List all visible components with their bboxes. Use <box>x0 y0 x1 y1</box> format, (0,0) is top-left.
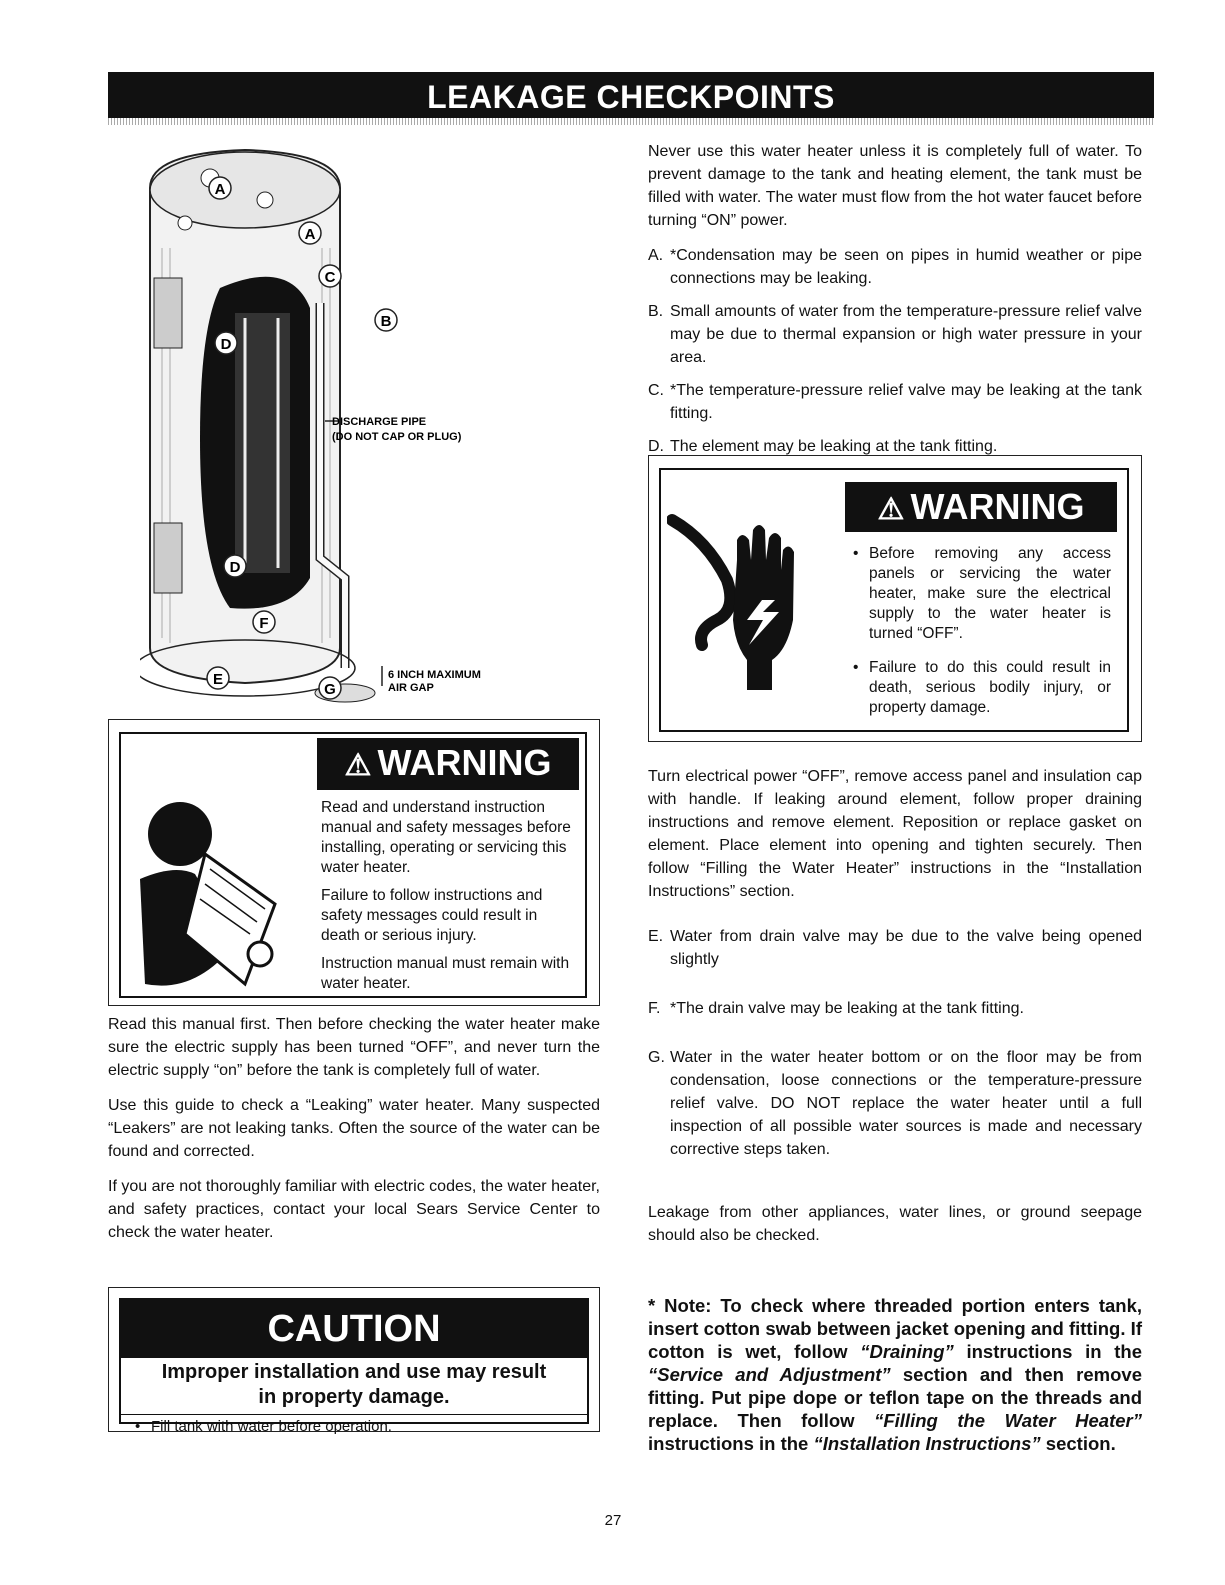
right-intro-block <box>648 140 1142 468</box>
reading-person-icon <box>135 794 305 994</box>
left-body-text <box>108 1013 600 1256</box>
checkpoint-f: F. *The drain valve may be leaking at the tank fitting. <box>648 1000 1024 1017</box>
warning-text-left <box>321 798 579 1002</box>
electric-shock-hand-icon <box>667 500 827 690</box>
warning-header-left <box>317 738 579 790</box>
warning-paragraph: Read and understand instruction manual and safety messages before installing, operating or servicing this water heater. <box>321 799 571 876</box>
warning-bullet: • Before removing any access panels or servicing the water heater, make sure the electrical supply to the water heater is turned “OFF”. <box>853 544 1111 644</box>
warning-paragraph: Failure to follow instructions and safety messages could result in death or serious injury. <box>321 887 543 944</box>
callout-a-right: A <box>304 226 316 243</box>
right-lower-block <box>648 765 1142 1259</box>
discharge-pipe-note: (DO NOT CAP OR PLUG) <box>332 431 462 443</box>
checkpoint-d: D. The element may be leaking at the tank fitting. <box>648 438 998 455</box>
warning-triangle-icon: ⚠ <box>877 493 905 526</box>
warning-header-right <box>845 482 1117 532</box>
left-paragraph-1: Read this manual first. Then before checking the water heater make sure the electric supply has been turned “OFF”, and never turn the electric supply “on” before the tank is completely full of water. <box>108 1016 600 1079</box>
warning-text-right <box>853 544 1111 732</box>
callout-d-bottom: D <box>229 559 241 576</box>
caution-bullet <box>121 1414 587 1435</box>
checkpoint-a: A. *Condensation may be seen on pipes in humid weather or pipe connections may be leaking. <box>648 247 1142 287</box>
caution-subtitle <box>121 1358 587 1410</box>
callout-a-top: A <box>214 181 226 198</box>
bullet-icon: • <box>135 1418 141 1435</box>
warning-box-manual <box>108 719 600 1006</box>
caution-bullet-text: Fill tank with water before operation. <box>151 1418 392 1435</box>
warning-box-electrical <box>648 455 1142 742</box>
callout-g: G <box>324 681 336 698</box>
warning-title-right: WARNING <box>910 486 1085 527</box>
left-paragraph-3: If you are not thoroughly familiar with electric codes, the water heater, and safety practices, contact your local Sears Service Center to check the water heater. <box>108 1178 600 1241</box>
checkpoint-e: E. Water from drain valve may be due to the valve being opened slightly <box>648 928 1142 968</box>
caution-box <box>108 1287 600 1435</box>
water-heater-diagram <box>140 138 560 713</box>
callout-c: C <box>324 269 336 286</box>
callout-e: E <box>212 671 224 688</box>
warning-triangle-icon: ⚠ <box>344 749 372 782</box>
caution-subtitle-line-2: in property damage. <box>258 1386 450 1408</box>
checkpoint-b: B. Small amounts of water from the temperature-pressure relief valve may be due to thermal expansion or high water pressure in your area. <box>648 303 1142 366</box>
page-title: LEAKAGE CHECKPOINTS <box>427 79 835 115</box>
callout-d-top: D <box>220 336 232 353</box>
discharge-pipe-label: DISCHARGE PIPE <box>332 416 427 428</box>
page-number: 27 <box>604 1512 622 1529</box>
caution-title: CAUTION <box>121 1300 587 1358</box>
left-paragraph-2: Use this guide to check a “Leaking” water heater. Many suspected “Leakers” are not leaking tanks. Often the source of the water can be found and corrected. <box>108 1097 600 1160</box>
callout-f: F <box>259 615 269 632</box>
right-intro-paragraph: Never use this water heater unless it is completely full of water. To prevent damage to the tank and heating element, the tank must be filled with water. The water must flow from the hot water faucet before turning “ON” power. <box>648 143 1142 229</box>
air-gap-note: AIR GAP <box>388 682 434 694</box>
air-gap-label: 6 INCH MAXIMUM <box>388 669 481 681</box>
banner-underline <box>108 118 1154 125</box>
page-title-banner <box>108 72 1154 118</box>
warning-title-left: WARNING <box>377 742 552 783</box>
checkpoint-c: C. *The temperature-pressure relief valve may be leaking at the tank fitting. <box>648 382 1142 422</box>
caution-subtitle-line-1: Improper installation and use may result <box>161 1361 547 1383</box>
other-leakage-text: Leakage from other appliances, water lines, or ground seepage should also be checked. <box>648 1204 1142 1244</box>
element-instructions: Turn electrical power “OFF”, remove access panel and insulation cap with handle. If leaking around element, follow proper draining instructions and remove element. Reposition or replace gasket on element. Place element into opening and tighten securely. Then follow “Filling the Water Heater” instructions in the “Installation Instructions” section. <box>648 768 1142 900</box>
threaded-portion-note: * Note: To check where threaded portion enters tank, insert cotton swab between jacket opening and fitting. If cotton is wet, follow “Draining” instructions in the “Service and Adjustment” section and then remove fitting. Put pipe dope or teflon tape on the threads and replace. Then follow “Filling the Water Heater” instructions in the “Installation Instructions” section. <box>648 1295 1142 1454</box>
callout-b: B <box>380 313 392 330</box>
warning-bullet: • Failure to do this could result in death, serious bodily injury, or property damage. <box>853 658 1111 718</box>
checkpoint-g: G. Water in the water heater bottom or on the floor may be from condensation, loose connections or the temperature-pressure relief valve. DO NOT replace the water heater until a full inspection of all possible water sources is made and necessary corrective steps taken. <box>648 1049 1142 1158</box>
warning-paragraph: Instruction manual must remain with water heater. <box>321 955 570 992</box>
